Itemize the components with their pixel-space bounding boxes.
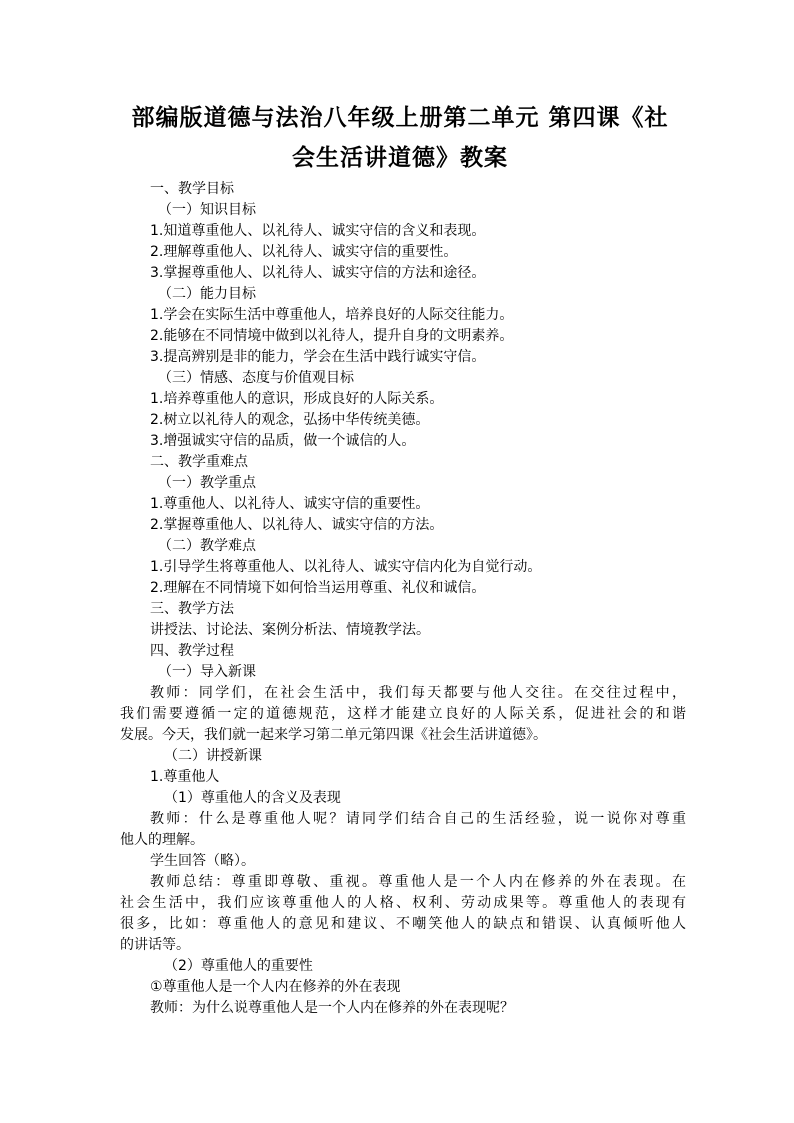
- list-item: 1.尊重他人、以礼待人、诚实守信的重要性。: [150, 496, 430, 512]
- document-title-line-2: 会生活讲道德》教案: [292, 145, 508, 171]
- section-heading-process: 四、教学过程: [150, 643, 234, 659]
- topic-heading-respect: 1.尊重他人: [150, 769, 220, 785]
- paragraph-line: 的讲话等。: [120, 937, 190, 953]
- subtopic-heading: （2）尊重他人的重要性: [164, 958, 313, 974]
- paragraph-line: 发展。今天，我们就一起来学习第二单元第四课《社会生活讲道德》。: [120, 727, 547, 743]
- list-item: 2.树立以礼待人的观念，弘扬中华传统美德。: [150, 412, 430, 428]
- paragraph-line: 他人的理解。: [120, 832, 204, 848]
- paragraph-line: 社会生活中，我们应该尊重他人的人格、权利、劳动成果等。尊重他人的表现有: [120, 895, 686, 911]
- list-item: 3.增强诚实守信的品质，做一个诚信的人。: [150, 433, 416, 449]
- document-title-line-1: 部编版道德与法治八年级上册第二单元 第四课《社: [131, 105, 669, 131]
- list-item: 2.理解在不同情境下如何恰当运用尊重、礼仪和诚信。: [150, 580, 486, 596]
- list-item: 2.理解尊重他人、以礼待人、诚实守信的重要性。: [150, 244, 458, 260]
- list-item: 1.学会在实际生活中尊重他人，培养良好的人际交往能力。: [150, 307, 514, 323]
- list-item: 2.掌握尊重他人、以礼待人、诚实守信的方法。: [150, 517, 444, 533]
- subheading-ability-objectives: （二）能力目标: [158, 286, 256, 302]
- paragraph-line: 教师：同学们，在社会生活中，我们每天都要与他人交往。在交往过程中，: [150, 685, 686, 701]
- paragraph-line: 教师：什么是尊重他人呢？请同学们结合自己的生活经验，说一说你对尊重: [150, 811, 686, 827]
- paragraph-line: 很多，比如：尊重他人的意见和建议、不嘲笑他人的缺点和错误、认真倾听他人: [120, 916, 686, 932]
- subheading-emotion-objectives: （三）情感、态度与价值观目标: [158, 370, 354, 386]
- point-heading: ①尊重他人是一个人内在修养的外在表现: [150, 979, 401, 995]
- list-item: 1.知道尊重他人、以礼待人、诚实守信的含义和表现。: [150, 223, 486, 239]
- paragraph-line: 教师总结：尊重即尊敬、重视。尊重他人是一个人内在修养的外在表现。在: [150, 874, 686, 890]
- list-item: 3.掌握尊重他人、以礼待人、诚实守信的方法和途径。: [150, 265, 486, 281]
- subtopic-heading: （1）尊重他人的含义及表现: [164, 790, 341, 806]
- subheading-introduction: （一）导入新课: [158, 664, 256, 680]
- section-heading-key-points: 二、教学重难点: [150, 454, 248, 470]
- paragraph-line: 学生回答（略）。: [150, 853, 255, 869]
- paragraph-line: 教师：为什么说尊重他人是一个人内在修养的外在表现呢？: [150, 1000, 514, 1016]
- section-heading-objectives: 一、教学目标: [150, 181, 234, 197]
- subheading-key-points: （一）教学重点: [158, 475, 256, 491]
- paragraph-line: 我们需要遵循一定的道德规范，这样才能建立良好的人际关系，促进社会的和谐: [120, 706, 686, 722]
- section-heading-methods: 三、教学方法: [150, 601, 234, 617]
- list-item: 1.培养尊重他人的意识，形成良好的人际关系。: [150, 391, 444, 407]
- methods-text: 讲授法、讨论法、案例分析法、情境教学法。: [150, 622, 430, 638]
- subheading-difficulties: （二）教学难点: [158, 538, 256, 554]
- list-item: 3.提高辨别是非的能力，学会在生活中践行诚实守信。: [150, 349, 486, 365]
- subheading-new-lesson: （二）讲授新课: [164, 748, 262, 764]
- list-item: 2.能够在不同情境中做到以礼待人，提升自身的文明素养。: [150, 328, 514, 344]
- subheading-knowledge-objectives: （一）知识目标: [158, 202, 256, 218]
- list-item: 1.引导学生将尊重他人、以礼待人、诚实守信内化为自觉行动。: [150, 559, 542, 575]
